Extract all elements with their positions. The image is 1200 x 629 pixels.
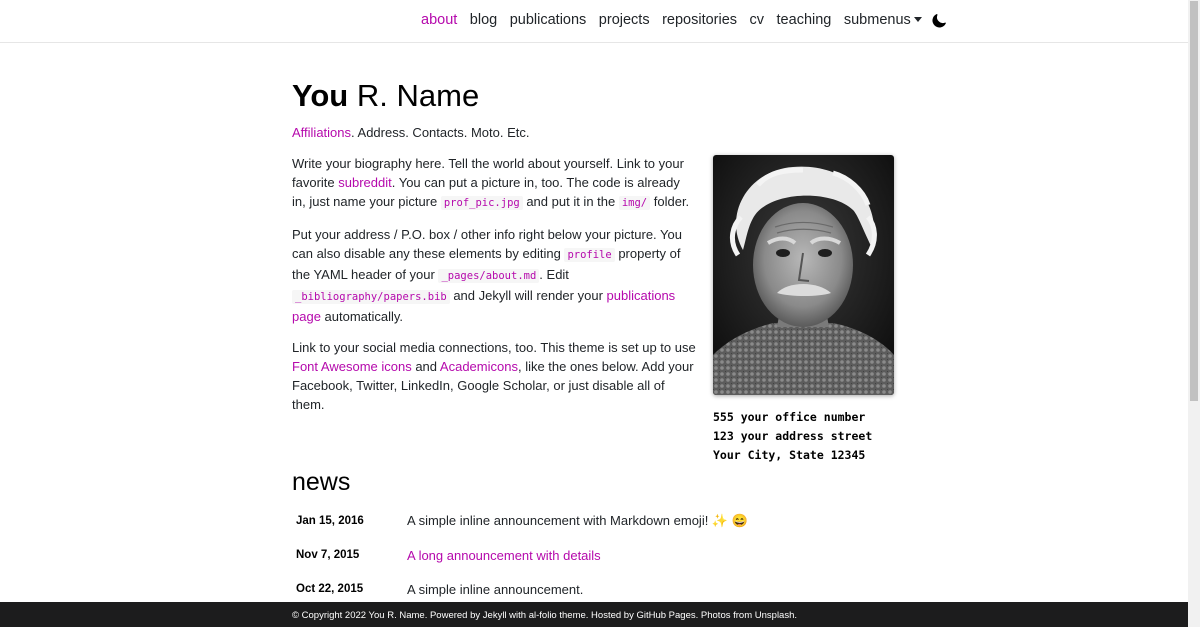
description-text: . Address. Contacts. Moto. Etc. [351, 125, 530, 140]
news-date: Oct 22, 2015 [296, 583, 364, 595]
news-heading: news [292, 468, 351, 496]
moon-icon[interactable] [932, 14, 946, 28]
news-row [292, 572, 892, 606]
address-line: Your City, State 12345 [713, 448, 866, 462]
profile-photo [713, 155, 894, 395]
first-name: You [292, 78, 349, 113]
news-date: Jan 15, 2016 [296, 515, 364, 527]
news-table [292, 504, 892, 606]
caret-down-icon [914, 17, 922, 22]
bio-text: . Edit [539, 267, 569, 282]
bio-paragraph-2 [292, 225, 697, 326]
nav-projects[interactable]: projects [598, 12, 650, 28]
news-date: Nov 7, 2015 [296, 549, 360, 561]
font-awesome-link[interactable]: Font Awesome icons [292, 359, 412, 374]
code-img-folder: img/ [619, 196, 650, 210]
footer-copy: . Photos from [695, 610, 755, 621]
bio-text: property of the YAML header of your [292, 246, 681, 282]
subreddit-link[interactable]: subreddit [338, 175, 392, 190]
profile-description [292, 125, 529, 140]
code-papers-bib: _bibliography/papers.bib [292, 290, 450, 304]
address-line: 123 your address street [713, 429, 873, 443]
bio-paragraph-3 [292, 338, 697, 414]
nav-publications[interactable]: publications [509, 12, 587, 28]
footer [0, 602, 1188, 627]
news-text: A simple inline announcement with Markdown emoji! ✨ 😄 [407, 513, 748, 528]
bio-text: Put your address / P.O. box / other info right below your picture. You can also disable any these elements by editing [292, 227, 682, 261]
address-line: 555 your office number [713, 410, 866, 424]
bio-text: Write your biography here. Tell the world about yourself. Link to your favorite [292, 156, 684, 190]
bio-paragraph-1 [292, 154, 697, 213]
code-prof-pic: prof_pic.jpg [441, 196, 523, 210]
footer-copy: . [794, 610, 798, 621]
github-pages-link[interactable]: GitHub Pages [636, 610, 696, 621]
bio-text: automatically. [320, 309, 404, 324]
news-row [292, 538, 892, 572]
nav-teaching[interactable]: teaching [776, 12, 832, 28]
news-row [292, 504, 892, 538]
jekyll-link[interactable]: Jekyll [482, 610, 507, 621]
affiliations-link[interactable]: Affiliations [292, 125, 352, 140]
news-text: A simple inline announcement. [407, 581, 584, 597]
unsplash-link[interactable]: Unsplash [754, 610, 795, 621]
nav-submenus-dropdown[interactable] [844, 12, 922, 28]
biography [292, 154, 697, 426]
address-block [713, 408, 894, 465]
footer-copy: theme. Hosted by [556, 610, 637, 621]
code-profile: profile [564, 248, 614, 262]
news-link-long-announcement[interactable]: A long announcement with details [407, 547, 601, 563]
page-title [292, 78, 479, 114]
code-about-md: _pages/about.md [438, 269, 539, 283]
bio-text: , like the ones below. Add your Facebook, Twitter, LinkedIn, Google Scholar, or just disable all of them. [292, 359, 694, 412]
footer-copy: with [506, 610, 529, 621]
profile-card [713, 155, 894, 465]
footer-text [292, 602, 797, 629]
publications-page-link[interactable]: publications page [292, 288, 676, 324]
academicons-link[interactable]: Academicons [439, 359, 518, 374]
submenus-label: submenus [843, 12, 911, 28]
nav-about[interactable]: about [421, 12, 458, 28]
footer-copy: © Copyright 2022 You R. Name. Powered by [292, 610, 483, 621]
bio-text: Link to your social media connections, too. This theme is set up to use [292, 340, 696, 355]
bio-text: and [411, 359, 440, 374]
bio-text: and put it in the [522, 194, 619, 209]
scrollbar-thumb[interactable] [1190, 1, 1198, 401]
nav-blog[interactable]: blog [469, 12, 498, 28]
bio-text: . You can put a picture in, too. The code is already in, just name your picture [292, 175, 680, 209]
top-navbar [0, 0, 1188, 43]
vertical-scrollbar[interactable] [1188, 0, 1200, 627]
bio-text: and Jekyll will render your [449, 288, 607, 303]
nav-repositories[interactable]: repositories [662, 12, 738, 28]
nav-menu [421, 12, 946, 28]
nav-cv[interactable]: cv [749, 12, 765, 28]
al-folio-link[interactable]: al-folio [528, 610, 557, 621]
rest-name: R. Name [356, 78, 480, 113]
bio-text: folder. [650, 194, 690, 209]
